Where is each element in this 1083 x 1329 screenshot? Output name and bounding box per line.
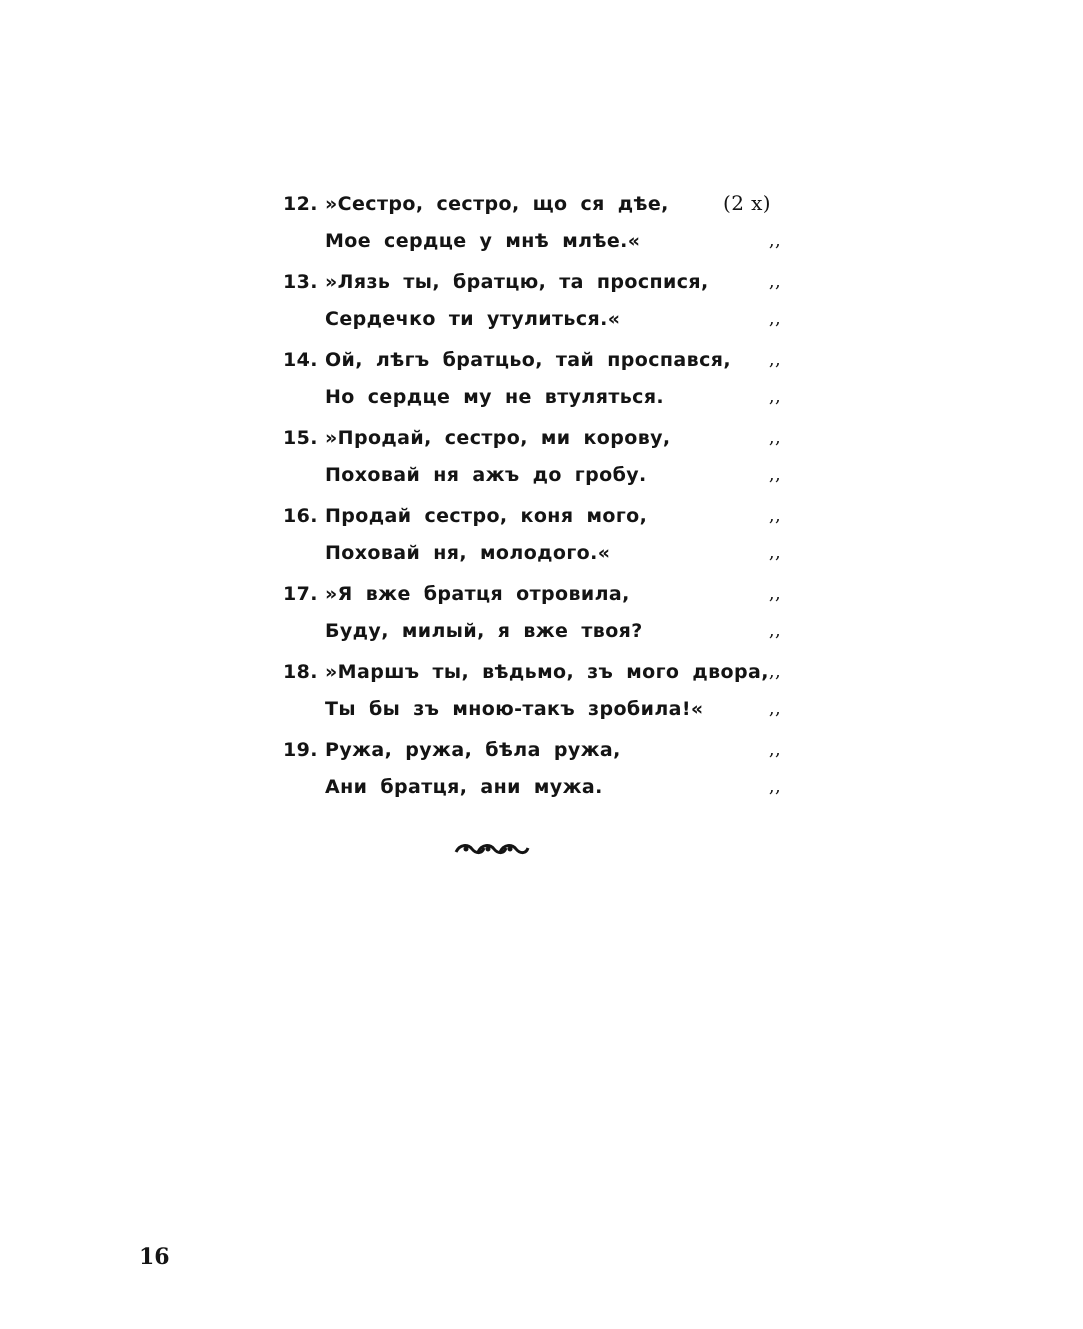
verse-text: Продай сестро, коня мого, (325, 505, 648, 527)
verse-line (283, 345, 803, 382)
verse-line (283, 304, 803, 341)
verse-line (283, 460, 803, 497)
verse-text: Ани братця, ани мужа. (325, 776, 603, 798)
verse-line (283, 382, 803, 419)
stanza-number: 12. (283, 193, 318, 215)
repeat-mark: ,, (768, 427, 782, 448)
repeat-mark: ,, (768, 776, 782, 797)
repeat-mark: ,, (768, 349, 782, 370)
stanza-number: 19. (283, 739, 318, 761)
verse-text: Буду, милый, я вже твоя? (325, 620, 643, 642)
repeat-mark: ,, (768, 698, 782, 719)
repeat-mark: ,, (768, 386, 782, 407)
verse-text: »Лязь ты, братцю, та проспися, (325, 271, 709, 293)
verse-text: »Сестро, сестро, що ся дѣе, (325, 193, 669, 215)
verse-text: Ружа, ружа, бѣла ружа, (325, 739, 621, 761)
stanza (283, 735, 803, 809)
verse-line (283, 772, 803, 809)
repeat-mark: ,, (768, 271, 782, 292)
repeat-mark: ,, (768, 542, 782, 563)
repeat-mark: ,, (768, 230, 782, 251)
scroll-ornament-icon (454, 838, 530, 860)
repeat-mark: ,, (768, 505, 782, 526)
verse-line (283, 694, 803, 731)
stanza-number: 18. (283, 661, 318, 683)
stanza-number: 15. (283, 427, 318, 449)
stanza (283, 189, 803, 263)
stanza (283, 501, 803, 575)
stanza (283, 345, 803, 419)
verse-text: Поховай ня, молодого.« (325, 542, 611, 564)
verse-text: Ты бы зъ мною-такъ зробила!« (325, 698, 704, 720)
page-number: 16 (139, 1244, 170, 1270)
stanza (283, 579, 803, 653)
verse-text: »Маршъ ты, вѣдьмо, зъ мого двора, (325, 661, 769, 683)
stanza (283, 267, 803, 341)
verse-text: Сердечко ти утулиться.« (325, 308, 621, 330)
verse-line (283, 538, 803, 575)
verse-line (283, 735, 803, 772)
verse-text: Но сердце му не втуляться. (325, 386, 665, 408)
stanza (283, 423, 803, 497)
repeat-mark: ,, (768, 661, 782, 682)
repeat-mark: ,, (768, 739, 782, 760)
stanza (283, 657, 803, 731)
stanza-number: 16. (283, 505, 318, 527)
stanza-number: 13. (283, 271, 318, 293)
verse-line (283, 616, 803, 653)
verse-line (283, 267, 803, 304)
verse-line (283, 423, 803, 460)
verse-text: »Я вже братця отровила, (325, 583, 630, 605)
verse-text: »Продай, сестро, ми корову, (325, 427, 671, 449)
stanza-number: 14. (283, 349, 318, 371)
verse-text: Поховай ня ажъ до гробу. (325, 464, 647, 486)
repeat-mark: (2 x) (723, 191, 771, 215)
verse-line (283, 189, 803, 226)
repeat-mark: ,, (768, 583, 782, 604)
verse-text: Ой, лѣгъ братцьо, тай проспався, (325, 349, 731, 371)
poem-verses (283, 189, 803, 813)
verse-text: Мое сердце у мнѣ млѣе.« (325, 230, 641, 252)
repeat-mark: ,, (768, 308, 782, 329)
repeat-mark: ,, (768, 620, 782, 641)
verse-line (283, 501, 803, 538)
stanza-number: 17. (283, 583, 318, 605)
repeat-mark: ,, (768, 464, 782, 485)
verse-line (283, 657, 803, 694)
verse-line (283, 579, 803, 616)
verse-line (283, 226, 803, 263)
